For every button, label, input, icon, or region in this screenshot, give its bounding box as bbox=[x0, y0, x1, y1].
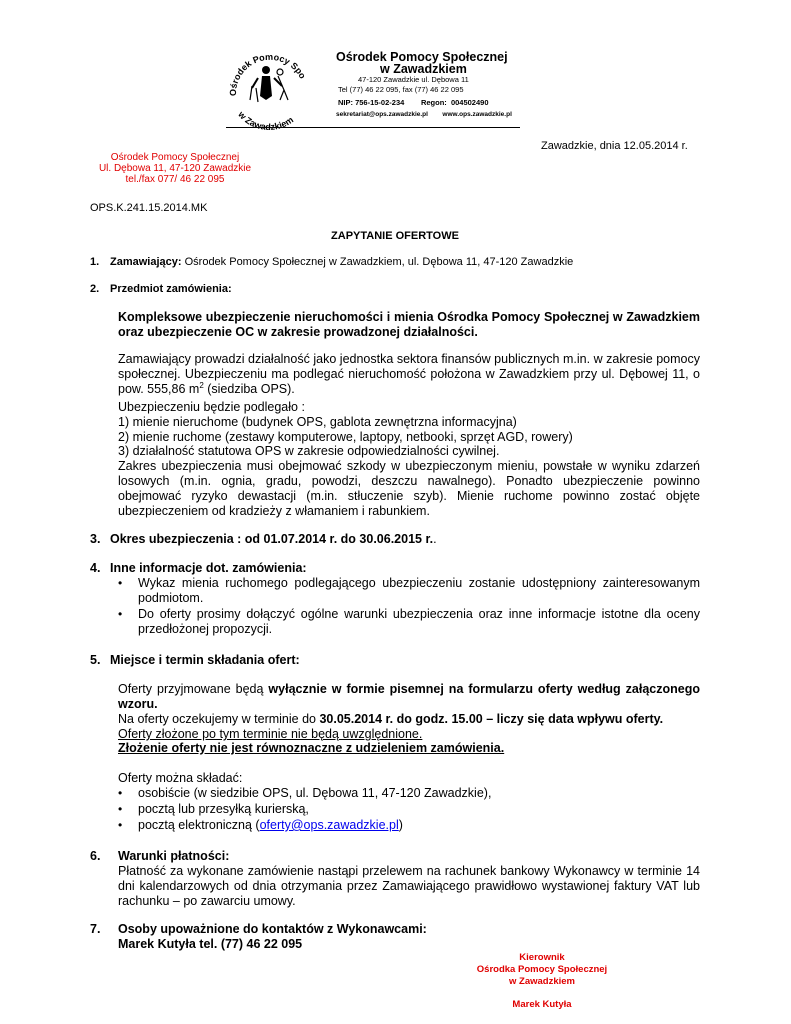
section-5-bullet-3 bbox=[138, 818, 403, 833]
section-2-list-item-3: 3) działalność statutowa OPS w zakresie odpowiedzialności cywilnej. bbox=[118, 444, 500, 458]
org-tel: Tel (77) 46 22 095, fax (77) 46 22 095 bbox=[338, 85, 464, 94]
section-7-number: 7. bbox=[90, 922, 101, 936]
superscript: 2 bbox=[199, 380, 204, 390]
section-2-list-intro: Ubezpieczeniu będzie podlegało : bbox=[118, 400, 305, 414]
section-4-bullet-2: Do oferty prosimy dołączyć ogólne warunki ubezpieczenia oraz inne informacje istotne dla oceny przedłożonej propozycji. bbox=[138, 607, 700, 636]
section-4-bullet-1: Wykaz mienia ruchomego podlegającego ubezpieczeniu zostanie udostępniony zainteresowanym podmiotom. bbox=[138, 576, 700, 605]
section-5-paragraph-3: Oferty złożone po tym terminie nie będą uwzględnione. bbox=[118, 727, 423, 741]
signature-line1: Kierownik bbox=[519, 952, 565, 963]
section-3-number: 3. bbox=[90, 532, 101, 546]
document-date: Zawadzkie, dnia 12.05.2014 r. bbox=[541, 140, 688, 152]
section-2-paragraph-1 bbox=[118, 352, 700, 397]
sender-line2: Ul. Dębowa 11, 47-120 Zawadzkie bbox=[98, 163, 252, 174]
section-2-paragraph-1-tail: (siedziba OPS). bbox=[203, 382, 295, 396]
section-5-paragraph-2 bbox=[118, 712, 700, 727]
section-7-label: Osoby upoważnione do kontaktów z Wykonawcami: bbox=[118, 922, 427, 936]
header-divider bbox=[226, 127, 520, 128]
reference-number: OPS.K.241.15.2014.MK bbox=[90, 202, 208, 214]
section-5-paragraph-5: Oferty można składać: bbox=[118, 771, 243, 785]
bullet-icon: • bbox=[118, 818, 123, 832]
org-address: 47-120 Zawadzkie ul. Dębowa 11 bbox=[358, 75, 469, 84]
svg-text:Ośrodek Pomocy Społecznej: Ośrodek Pomocy Spo bbox=[227, 51, 308, 97]
signature-line2: Ośrodka Pomocy Społecznej bbox=[476, 964, 608, 975]
section-2-list-item-2: 2) mienie ruchome (zestawy komputerowe, laptopy, netbooki, sprzęt AGD, rowery) bbox=[118, 430, 573, 444]
section-6-label: Warunki płatności: bbox=[118, 849, 230, 863]
bullet-icon: • bbox=[118, 802, 123, 816]
section-1 bbox=[110, 256, 573, 269]
email-link[interactable]: oferty@ops.zawadzkie.pl bbox=[259, 818, 399, 832]
section-2-paragraph-1-text: Zamawiający prowadzi działalność jako jednostka sektora finansów publicznych m.in. w zakresie pomocy społecznej. Ubezpieczeniu ma podlegać nieruchomość położona w Zawadzkiem przy ul. Dębowej 11, o pow. 555,86 m bbox=[118, 352, 700, 396]
section-1-text: Ośrodek Pomocy Społecznej w Zawadzkiem, ul. Dębowa 11, 47-120 Zawadzkie bbox=[181, 256, 574, 268]
section-5-bullet-3-text: pocztą elektroniczną ( bbox=[138, 818, 260, 832]
section-5-bullet-2: pocztą lub przesyłką kurierską, bbox=[138, 802, 309, 816]
document-title: ZAPYTANIE OFERTOWE bbox=[331, 230, 459, 242]
section-2-label: Przedmiot zamówienia: bbox=[110, 283, 232, 295]
logo bbox=[222, 42, 314, 130]
section-2-list-item-1: 1) mienie nieruchome (budynek OPS, gablota zewnętrzna informacyjna) bbox=[118, 415, 517, 429]
sender-line1: Ośrodek Pomocy Społecznej bbox=[110, 152, 240, 163]
org-nip-regon: NIP: 756-15-02-234 Regon: 004502490 bbox=[338, 98, 489, 107]
svg-text:w Zawadzkiem: w Zawadzkiem bbox=[236, 109, 296, 130]
section-5-bullet-1: osobiście (w siedzibie OPS, ul. Dębowa 11, 47-120 Zawadzkie), bbox=[138, 786, 492, 800]
section-5-p1-bold: wyłącznie w formie pisemnej na formularzu oferty według załączonego wzoru. bbox=[118, 682, 700, 711]
org-emails: sekretariat@ops.zawadzkie.pl www.ops.zawadzkie.pl bbox=[336, 111, 512, 118]
sender-line3: tel./fax 077/ 46 22 095 bbox=[125, 174, 225, 185]
section-3-text: Okres ubezpieczenia : od 01.07.2014 r. do 30.06.2015 r. bbox=[110, 532, 434, 546]
bullet-icon: • bbox=[118, 607, 123, 621]
section-3 bbox=[110, 532, 437, 547]
section-5-paragraph-4: Złożenie oferty nie jest równoznaczne z udzieleniem zamówienia. bbox=[118, 741, 505, 755]
sender-stamp bbox=[90, 152, 260, 185]
section-6-number: 6. bbox=[90, 849, 101, 863]
signature-line3: w Zawadzkiem bbox=[509, 976, 575, 987]
section-1-number: 1. bbox=[90, 256, 100, 268]
section-5-paragraph-1 bbox=[118, 682, 700, 712]
section-2-number: 2. bbox=[90, 283, 100, 295]
section-5-p2-bold: 30.05.2014 r. do godz. 15.00 – liczy się data wpływu oferty. bbox=[319, 712, 664, 726]
section-5-p2-text: Na oferty oczekujemy w terminie do bbox=[118, 712, 320, 726]
section-5-label: Miejsce i termin składania ofert: bbox=[110, 653, 300, 667]
bullet-icon: • bbox=[118, 786, 123, 800]
bullet-icon: • bbox=[118, 576, 123, 590]
section-2-heading: Kompleksowe ubezpieczenie nieruchomości i mienia Ośrodka Pomocy Społecznej w Zawadzkiem oraz ubezpieczenie OC w zakresie prowadzonej działalności. bbox=[118, 310, 700, 339]
section-4-label: Inne informacje dot. zamówienia: bbox=[110, 561, 307, 575]
section-1-label: Zamawiający: bbox=[110, 256, 182, 268]
section-5-number: 5. bbox=[90, 653, 101, 667]
section-5-bullet-3-tail: ) bbox=[398, 818, 403, 832]
section-5-p1-text: Oferty przyjmowane będą bbox=[118, 682, 269, 696]
section-3-tail: . bbox=[433, 532, 437, 546]
section-4-number: 4. bbox=[90, 561, 101, 575]
org-name: Ośrodek Pomocy Społecznej bbox=[336, 50, 508, 64]
section-7-contact: Marek Kutyła tel. (77) 46 22 095 bbox=[118, 937, 303, 951]
section-6-text: Płatność za wykonane zamówienie nastąpi przelewem na rachunek bankowy Wykonawcy w terminie 14 dni kalendarzowych od dnia otrzymania przez Zamawiającego prawidłowo wystawionej faktury VAT lub rachunku – po zawarciu umowy. bbox=[118, 864, 700, 908]
org-name-line2: w Zawadzkiem bbox=[380, 62, 467, 76]
section-2-paragraph-2: Zakres ubezpieczenia musi obejmować szkody w ubezpieczonym mieniu, powstałe w wyniku zdarzeń losowych (m.in. ognia, gradu, powodzi, deszczu nawalnego). Ponadto ubezpieczenie powinno obejmować ryzyko dewastacji (m.in. stłuczenie szyb). Mienie ruchome powinno zostać objęte ubezpieczeniem od kradzieży z włamaniem i rabunkiem. bbox=[118, 459, 700, 518]
signature-name: Marek Kutyła bbox=[512, 999, 572, 1010]
